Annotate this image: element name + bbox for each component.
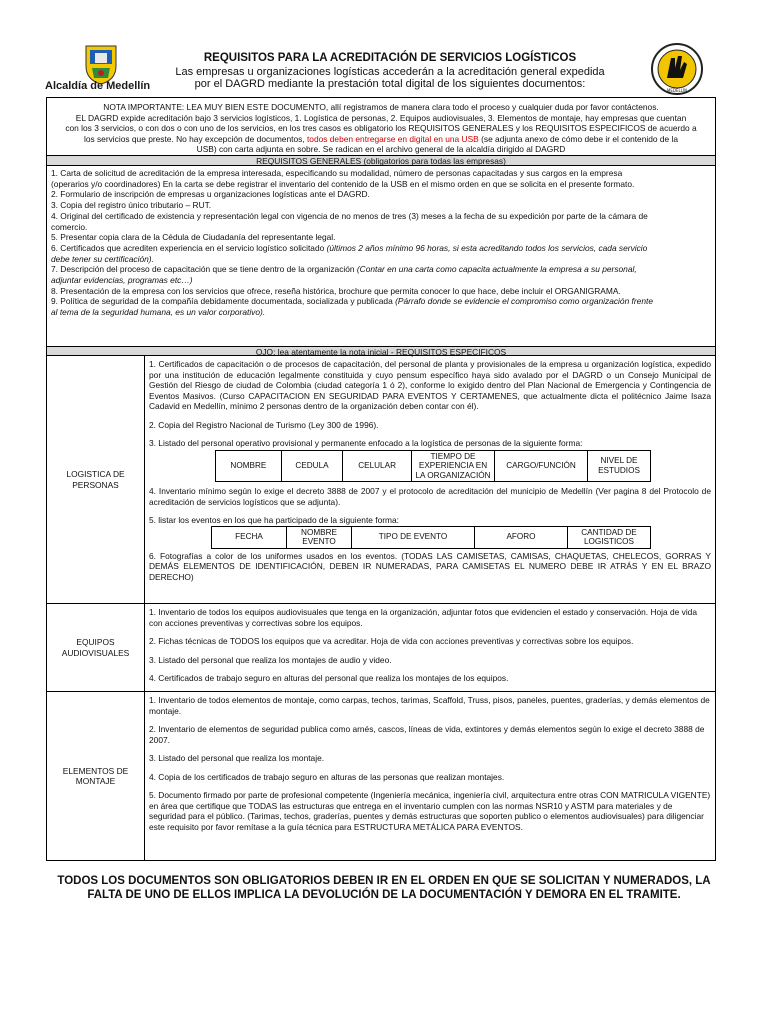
personal-col-nombre: NOMBRE — [216, 450, 282, 482]
general-item-9-text: 9. Política de seguridad de la compañía debidamente documentada, socializada y publicada — [51, 296, 393, 307]
note-line-4 — [47, 134, 715, 145]
equipos-audiovisuales-row — [47, 604, 715, 692]
general-item-4b: comercio. — [51, 221, 88, 232]
general-requirements-list — [51, 168, 711, 318]
eventos-col-cantidad: CANTIDAD DE LOGISTICOS — [568, 526, 651, 548]
note-usb-warning: todos deben entregarse en digital en una USB — [306, 133, 479, 144]
general-item-9a — [51, 296, 711, 307]
elementos-req-4: 4. Copia de los certificados de trabajo seguro en alturas de las personas que realizan montajes. — [149, 771, 505, 782]
personal-col-celular: CELULAR — [343, 450, 412, 482]
elementos-req-3: 3. Listado del personal que realiza los montaje. — [149, 753, 325, 763]
general-item-3: 3. Copia del registro único tributario – RUT. — [51, 200, 212, 211]
general-item-1a: 1. Carta de solicitud de acreditación de la empresa interesada, especificando su modalidad, número de personas capacitadas y sus cargos en la empresa — [51, 168, 623, 178]
general-item-9b: al tema de la seguridad humana, es un valor corporativo). — [51, 307, 266, 318]
alcaldia-logo-caption: Alcaldía de Medellín — [45, 80, 151, 92]
equipos-audiovisuales-content — [145, 604, 715, 684]
eventos-col-nombre: NOMBRE EVENTO — [287, 526, 352, 548]
note-line-2: EL DAGRD expide acreditación bajo 3 servicios logísticos, 1. Logística de personas, 2. Equipos audiovisuales, 3. Elementos de montaje, hay empresas que cuentan — [75, 112, 687, 123]
subtitle-line-2: por el DAGRD mediante la prestación total digital de los siguientes documentos: — [194, 78, 586, 90]
important-note — [47, 98, 715, 156]
eventos-col-aforo: AFORO — [475, 526, 568, 548]
general-item-7a — [51, 264, 711, 275]
eventos-table-template — [211, 526, 651, 549]
footer-line-2: FALTA DE UNO DE ELLOS IMPLICA LA DEVOLUCIÓN DE LA DOCUMENTACIÓN Y DEMORA EN EL TRAMITE. — [87, 889, 681, 901]
equipos-label-line-2: AUDIOVISUALES — [61, 647, 130, 658]
elementos-montaje-label — [47, 692, 145, 860]
logistica-req-6: 6. Fotografías a color de los uniformes usados en los eventos. (TODAS LAS CAMISETAS, CAMISAS, CHAQUETAS, CHELECOS, GORRAS Y DEMÁS ELEMENTOS DE IDENTIFICACIÓN, DEBEN IR NUMERADAS, PARA CAMISETAS EL NUMERO DEBE IR ATRÁS Y EN EL BRAZO DERECHO) — [149, 550, 711, 582]
logistica-req-5: 5. listar los eventos en los que ha participado de la siguiente forma: — [149, 515, 400, 525]
eventos-col-tipo: TIPO DE EVENTO — [352, 526, 475, 548]
elementos-label-line-1: ELEMENTOS DE — [62, 765, 129, 776]
logistica-label-line-2: PERSONAS — [72, 479, 119, 490]
general-item-7-italic: (Contar en una carta como capacita actualmente la empresa a su personal, — [356, 264, 637, 275]
general-item-2: 2. Formulario de inscripción de empresas u organizaciones logísticas ante el DAGRD. — [51, 189, 370, 200]
note-line-4-end: (se adjunta anexo de cómo debe ir el contenido de la — [481, 133, 679, 144]
elementos-label-line-2: MONTAJE — [75, 776, 116, 786]
general-item-6a — [51, 243, 711, 254]
page-title: REQUISITOS PARA LA ACREDITACIÓN DE SERVICIOS LOGÍSTICOS — [203, 52, 577, 64]
elementos-montaje-content — [145, 692, 715, 832]
personal-col-cedula: CEDULA — [281, 450, 342, 482]
logistica-req-1: 1. Certificados de capacitación o de procesos de capacitación, del personal de planta y provisionales de la empresa u organización logística, expedido por una institución de educación legalmente constituida y cuyo pensum específico haya sido avalado por el DAGRD o un Consejo Municipal de Gestión del Riesgo de ciudad de Colombia (ciudad categoría 1 ó 2), conforme lo exigido dentro del Plan Nacional de Emergencia y Contingencia de Eventos Masivos. (Curso CAPACITACION EN SEGURIDAD PARA EVENTOS Y CERTAMENES, que actualmente dicta el politécnico Jaime Isaza Cadavid en Medellín, mínimo 2 personas dentro de la organización deben contar con él). — [149, 359, 711, 411]
specific-requirements-heading: OJO: lea atentamente la nota inicial - REQUISITOS ESPECIFICOS — [47, 346, 715, 356]
equipos-label-line-1: EQUIPOS — [76, 637, 115, 647]
elementos-req-5: 5. Documento firmado por parte de profesional competente (Ingeniería mecánica, ingeniería civil, arquitectura entre otras CON MATRICULA VIGENTE) en área que certifique que TODAS las estructuras que entrega en el inventario cumplen con las normas NSR10 y ASTM para materiales y de seguridad para el público. (Tarimas, techos, graderías, puentes y demás estructuras que soporten publico o elementos audiovisuales) para diligenciar este requisito por favor remítase a la guía técnica para ESTRUCTURA METÁLICA PARA EVENTOS. — [149, 790, 711, 832]
personal-col-cargo: CARGO/FUNCIÓN — [495, 450, 588, 482]
equipos-req-4: 4. Certificados de trabajo seguro en alturas del personal que realiza los montajes de los equipos. — [149, 673, 509, 683]
general-item-1b: (operarios y/o coordinadores) En la carta se debe registrar el inventario del contenido de la USB en el mismo orden en que se solicita en el presente formato. — [51, 178, 635, 189]
general-item-7b: adjuntar evidencias, programas etc…) — [51, 275, 193, 286]
logistica-personas-label — [47, 356, 145, 603]
elementos-montaje-row — [47, 692, 715, 860]
logistica-req-2: 2. Copia del Registro Nacional de Turismo (Ley 300 de 1996). — [149, 419, 379, 430]
logistica-req-4: 4. Inventario mínimo según lo exige el decreto 3888 de 2007 y el protocolo de acreditación del municipio de Medellín (Ver pagina 8 del Protocolo de acreditación de servicios logísticos que se adjunta). — [149, 486, 711, 507]
general-item-4a: 4. Original del certificado de existencia y representación legal con vigencia de no menos de tres (3) meses a la fecha de su expedición por parte de la cámara de — [51, 210, 648, 221]
logistica-req-3: 3. Listado del personal operativo provisional y permanente enfocado a la logística de personas de la siguiente forma: — [149, 438, 583, 448]
personal-table-template — [215, 450, 651, 483]
subtitle-line-1: Las empresas u organizaciones logísticas accederán a la acreditación general expedida — [175, 66, 605, 78]
logistica-label-line-1: LOGISTICA DE — [66, 469, 125, 479]
elementos-req-1: 1. Inventario de todos elementos de montaje, como carpas, techos, tarimas, Scaffold, Truss, pisos, paneles, puentes, graderías, y demás elementos de montaje. — [149, 695, 710, 716]
eventos-col-fecha: FECHA — [212, 526, 287, 548]
personal-col-estudios: NIVEL DE ESTUDIOS — [588, 450, 651, 482]
general-item-6-text: 6. Certificados que acrediten experiencia en el servicio logístico solicitado — [51, 242, 325, 253]
logistica-personas-row — [47, 356, 715, 604]
page-subtitle — [150, 66, 630, 90]
general-item-7-text: 7. Descripción del proceso de capacitación que se tiene dentro de la organización — [51, 264, 355, 275]
personal-col-experiencia: TIEMPO DE EXPERIENCIA EN LA ORGANIZACIÓN — [412, 450, 495, 482]
equipos-req-1: 1. Inventario de todos los equipos audiovisuales que tenga en la organización, adjuntar fotos que evidencien el estado y conservación. Hoja de vida con acciones preventivas y correctivas sobre los equipos. — [149, 607, 697, 628]
footer-warning — [46, 874, 722, 902]
elementos-req-2: 2. Inventario de elementos de seguridad publica como arnés, cascos, líneas de vida, extintores y demás elementos según lo exige el decreto 3888 de 2007. — [149, 724, 705, 745]
general-item-6b: debe tener su certificación). — [51, 253, 154, 264]
logistica-personas-content — [145, 356, 715, 582]
footer-line-1: TODOS LOS DOCUMENTOS SON OBLIGATORIOS DEBEN IR EN EL ORDEN EN QUE SE SOLICITAN Y NUMERADOS, LA — [57, 875, 711, 887]
note-line-1: NOTA IMPORTANTE: LEA MUY BIEN ESTE DOCUMENTO, allí registramos de manera clara todo el proceso y cualquier duda por favor contáctenos. — [103, 102, 659, 112]
equipos-req-2: 2. Fichas técnicas de TODOS los equipos que va acreditar. Hoja de vida con acciones preventivas y correctivas sobre los equipos. — [149, 636, 634, 646]
general-item-8: 8. Presentación de la empresa con los servicios que ofrece, reseña histórica, brochure que permita conocer lo que hace, debe incluir el ORGANIGRAMA. — [51, 285, 621, 296]
seal-ring-text: MEDELLÍN — [666, 88, 688, 93]
general-item-9-italic: (Párrafo donde se evidencie el compromiso como organización frente — [395, 296, 653, 307]
note-line-4-start: los servicios que preste. No hay excepción de documentos, — [83, 133, 305, 144]
general-item-5: 5. Presentar copia clara de la Cédula de Ciudadanía del representante legal. — [51, 232, 336, 243]
general-item-6-italic: (últimos 2 años mínimo 96 horas, si esta acreditando todos los servicios, cada servicio — [326, 242, 648, 253]
note-line-3: con los 3 servicios, o con dos o con uno de los servicios, en los tres casos es obligatorio los REQUISITOS GENERALES y los REQUISITOS ESPECIFICOS de acuerdo a — [65, 123, 697, 133]
equipos-audiovisuales-label — [47, 604, 145, 691]
dagrd-seal-logo — [645, 42, 709, 96]
requirements-box — [46, 97, 716, 861]
general-requirements-heading: REQUISITOS GENERALES (obligatorios para todas las empresas) — [47, 156, 715, 166]
note-line-5: USB) con carta adjunta en sobre. Se radican en el archivo general de la alcaldía dirigido al DAGRD — [196, 144, 566, 154]
equipos-req-3: 3. Listado del personal que realiza los montajes de audio y video. — [149, 654, 392, 665]
